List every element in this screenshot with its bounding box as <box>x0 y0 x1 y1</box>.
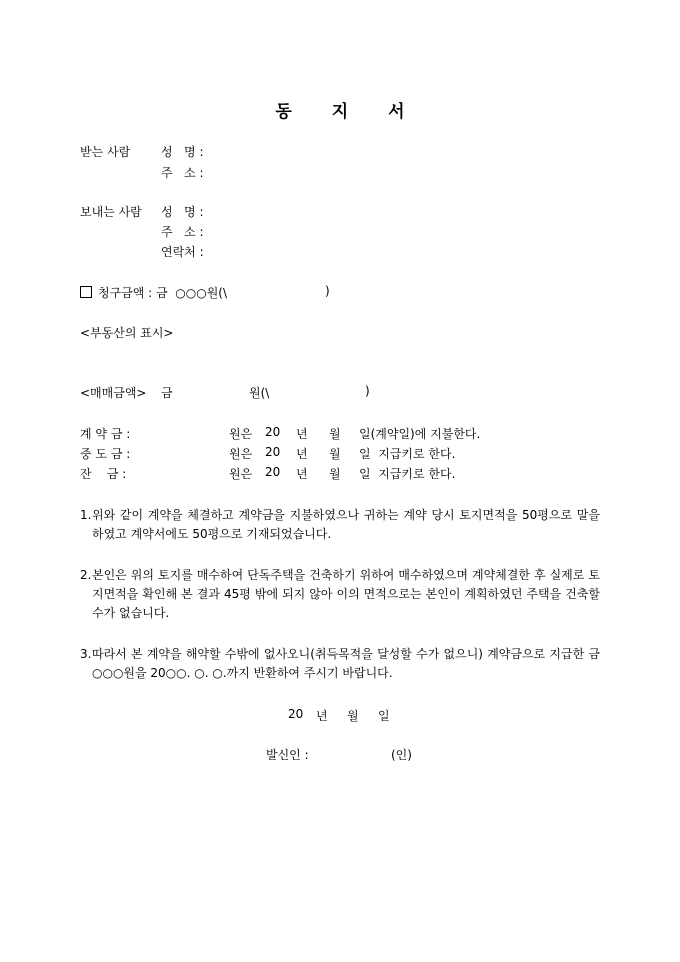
payment-won: 원은 <box>229 447 253 461</box>
payment-won: 원은 <box>229 467 253 481</box>
claim-amount: ○○○원(\ <box>175 286 228 300</box>
claim-row <box>80 284 227 301</box>
paragraph-text: 따라서 본 계약을 해약할 수밖에 없사오니(취득목적을 달성할 수가 없으니) 계약금으로 지급한 금 ○○○원을 20○○. ○. ○.까지 반환하여 주시기 바랍니다. <box>92 647 600 680</box>
title-char-3: 서 <box>388 102 405 122</box>
claim-close: ) <box>325 284 330 298</box>
document-title <box>0 97 680 122</box>
recipient-label: 받는 사람 <box>80 145 131 159</box>
sender-name-label: 성 명 : <box>161 205 204 219</box>
sender-label: 보내는 사람 <box>80 205 142 219</box>
title-char-2: 지 <box>331 102 349 122</box>
payment-won: 원은 <box>229 427 253 441</box>
paragraph-number: 2. <box>80 568 92 582</box>
paragraph-2 <box>80 566 600 623</box>
sender-address-label: 주 소 : <box>161 225 204 239</box>
date-wol: 월 <box>347 709 359 723</box>
payment-year: 20 <box>265 425 281 439</box>
paragraph-text: 위와 같이 계약을 체결하고 계약금을 지불하였으나 귀하는 계약 당시 토지면적을 50평으로 말을 하였고 계약서에도 50평으로 기재되었습니다. <box>92 508 600 541</box>
checkbox-icon <box>80 286 92 298</box>
sale-geum: 금 <box>161 386 173 400</box>
payment-wol: 월 <box>329 447 341 461</box>
payment-il: 일 지급키로 한다. <box>359 447 456 461</box>
recipient-name-label: 성 명 : <box>161 145 204 159</box>
payment-nyeon: 년 <box>296 447 308 461</box>
payment-nyeon: 년 <box>296 427 308 441</box>
sender-contact-label: 연락처 : <box>161 245 204 259</box>
seal-mark: (인) <box>391 748 412 762</box>
paragraph-number: 3. <box>80 647 92 661</box>
payment-il: 일 지급키로 한다. <box>359 467 456 481</box>
payment-label-middle: 중 도 금 : <box>80 447 131 461</box>
paragraph-number: 1. <box>80 508 92 522</box>
date-nyeon: 년 <box>316 709 328 723</box>
date-il: 일 <box>378 709 390 723</box>
payment-il: 일(계약일)에 지불한다. <box>359 427 481 441</box>
date-year: 20 <box>288 707 304 721</box>
sale-won: 원(\ <box>249 386 270 400</box>
title-char-1: 동 <box>275 102 292 122</box>
payment-label-balance: 잔 금 : <box>80 467 127 481</box>
paragraph-3 <box>80 645 600 683</box>
paragraph-text: 본인은 위의 토지를 매수하여 단독주택을 건축하기 위하여 매수하였으며 계약체결한 후 실제로 토지면적을 확인해 본 결과 45평 밖에 되지 않아 이의 면적으로는 본인이 계획하였던 주택을 건축할 수가 없습니다. <box>92 568 600 620</box>
sale-close: ) <box>365 384 370 398</box>
payment-year: 20 <box>265 465 281 479</box>
recipient-address-label: 주 소 : <box>161 166 204 180</box>
payment-wol: 월 <box>329 427 341 441</box>
payment-year: 20 <box>265 445 281 459</box>
signature-label: 발신인 : <box>266 748 309 762</box>
payment-nyeon: 년 <box>296 467 308 481</box>
paragraph-1 <box>80 506 600 544</box>
payment-wol: 월 <box>329 467 341 481</box>
property-label: <부동산의 표시> <box>80 326 174 340</box>
claim-label: 청구금액 : 금 <box>98 286 168 300</box>
sale-label: <매매금액> <box>80 386 147 400</box>
payment-label-deposit: 계 약 금 : <box>80 427 131 441</box>
